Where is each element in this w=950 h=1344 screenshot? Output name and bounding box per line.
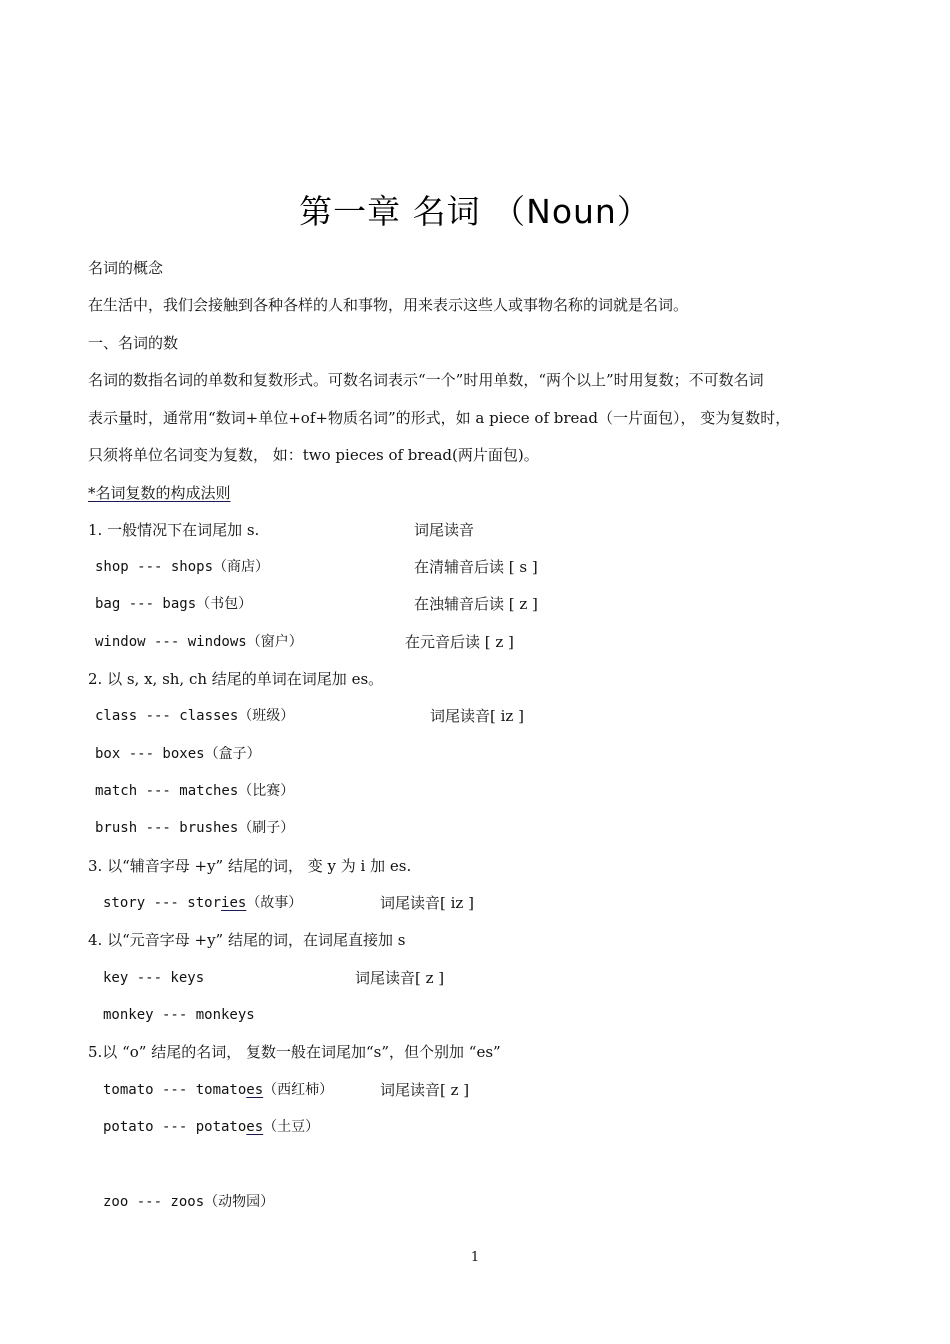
rule-1-text: 1. 一般情况下在词尾加 s.: [88, 521, 260, 539]
rule-2-text: 2. 以 s, x, sh, ch 结尾的单词在词尾加 es。: [88, 670, 384, 688]
rule-3-example-1: [103, 893, 302, 913]
page-title: 第一章 名词 （Noun）: [299, 192, 651, 231]
rule-5-example-2-gloss: （土豆）: [263, 1119, 320, 1135]
rule-1-pron-heading: 词尾读音: [414, 521, 475, 539]
rule-5-example-1-stem: tomato --- tomato: [103, 1082, 247, 1098]
rule-3-example-1-pron: 词尾读音[ iz ]: [380, 894, 474, 912]
page-number: 1: [470, 1250, 480, 1265]
rule-3-example-1-stem: story --- stor: [103, 895, 222, 911]
rule-5-example-1: [103, 1080, 333, 1100]
rule-5-example-2-suffix: es: [246, 1119, 264, 1135]
concept-definition: 在生活中，我们会接触到各种各样的人和事物，用来表示这些人或事物名称的词就是名词。: [88, 296, 689, 314]
rule-1-example-1-pron: 在清辅音后读 [ s ]: [414, 558, 538, 576]
rule-2-example-1-pron: 词尾读音[ iz ]: [430, 707, 524, 725]
rule-5-text: 5.以 “o” 结尾的名词， 复数一般在词尾加“s”，但个别加 “es”: [88, 1043, 501, 1061]
concept-heading: 名词的概念: [88, 259, 164, 277]
rule-4-example-1-pron: 词尾读音[ z ]: [355, 969, 445, 987]
section-heading-number: 一、名词的数: [88, 334, 179, 352]
rule-1-example-3-pron: 在元音后读 [ z ]: [405, 633, 514, 651]
rule-2-example-4: brush --- brushes（刷子）: [95, 820, 295, 836]
rule-2-example-2: box --- boxes（盒子）: [95, 746, 261, 762]
section-paragraph-line-3: 只须将单位名词变为复数， 如：two pieces of bread(两片面包)。: [88, 446, 539, 464]
rule-1-example-1: shop --- shops（商店）: [95, 559, 270, 575]
rule-2-example-1: class --- classes（班级）: [95, 708, 295, 724]
rule-1-example-2: bag --- bags（书包）: [95, 596, 253, 612]
rule-3-example-1-suffix: ies: [221, 895, 247, 911]
rule-4-example-1: key --- keys: [103, 970, 205, 986]
section-paragraph-line-2: 表示量时，通常用“数词+单位+of+物质名词”的形式，如 a piece of bread（一片面包）， 变为复数时，: [88, 409, 791, 427]
rule-4-example-2: monkey --- monkeys: [103, 1007, 255, 1023]
rule-5-example-1-pron: 词尾读音[ z ]: [380, 1081, 470, 1099]
rule-2-example-3: match --- matches（比赛）: [95, 783, 295, 799]
rule-1-example-3: window --- windows（窗户）: [95, 634, 303, 650]
rule-5-example-3: zoo --- zoos（动物园）: [103, 1194, 275, 1210]
rule-3-text: 3. 以“辅音字母 +y” 结尾的词， 变 y 为 i 加 es.: [88, 857, 412, 875]
rule-3-example-1-gloss: （故事）: [246, 895, 303, 911]
rule-5-example-2-stem: potato --- potato: [103, 1119, 247, 1135]
rule-4-text: 4. 以“元音字母 +y” 结尾的词，在词尾直接加 s: [88, 931, 406, 949]
rule-5-example-1-suffix: es: [246, 1082, 264, 1098]
rule-5-example-2: [103, 1117, 319, 1137]
rule-1-example-2-pron: 在浊辅音后读 [ z ]: [414, 595, 538, 613]
section-paragraph-line-1: 名词的数指名词的单数和复数形式。可数名词表示“一个”时用单数，“两个以上”时用复数；不可数名词: [88, 371, 764, 389]
rule-5-example-1-gloss: （西红柿）: [263, 1082, 334, 1098]
rules-heading: *名词复数的构成法则: [88, 484, 231, 502]
